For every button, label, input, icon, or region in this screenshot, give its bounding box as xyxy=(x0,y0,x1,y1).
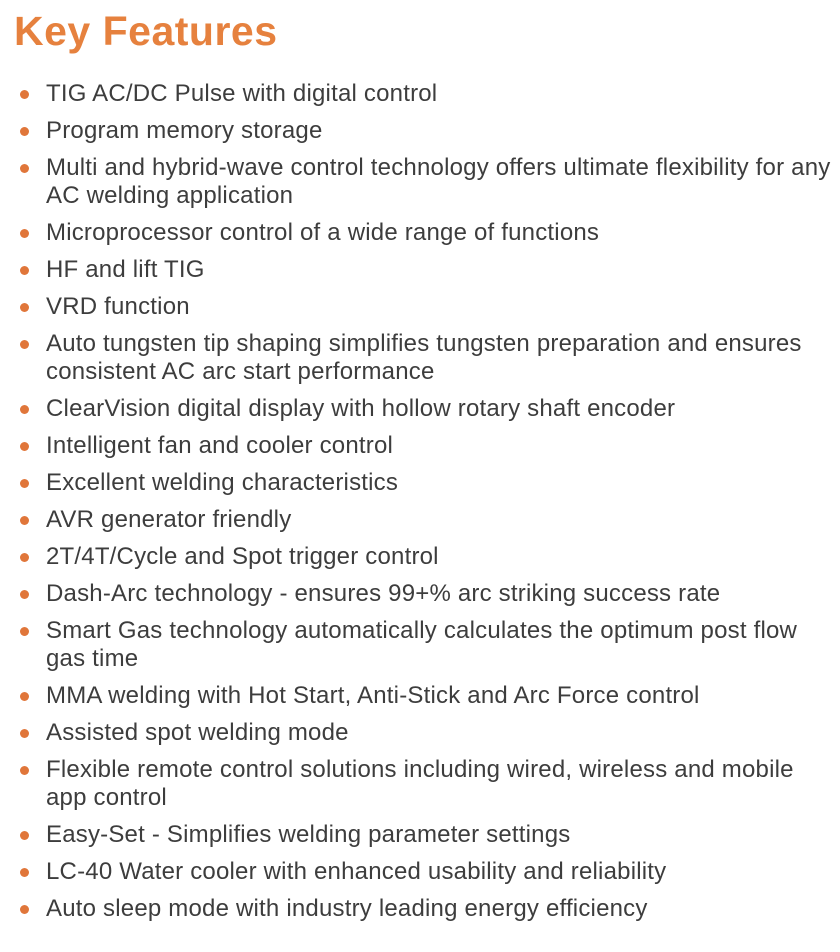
feature-text: Easy-Set - Simplifies welding parameter settings xyxy=(46,821,571,849)
bullet-icon xyxy=(20,590,29,599)
feature-text: Intelligent fan and cooler control xyxy=(46,432,394,460)
feature-text: 2T/4T/Cycle and Spot trigger control xyxy=(46,543,439,571)
feature-text: ClearVision digital display with hollow rotary shaft encoder xyxy=(46,395,676,423)
list-item xyxy=(14,219,840,247)
bullet-icon xyxy=(20,831,29,840)
bullet-icon xyxy=(20,303,29,312)
list-item xyxy=(14,682,840,710)
list-item xyxy=(14,506,840,534)
feature-text: AVR generator friendly xyxy=(46,506,292,534)
list-item xyxy=(14,543,840,571)
feature-text: Program memory storage xyxy=(46,117,323,145)
feature-list xyxy=(14,80,840,923)
feature-text: HF and lift TIG xyxy=(46,256,205,284)
feature-text: LC-40 Water cooler with enhanced usability and reliability xyxy=(46,858,667,886)
feature-text: Assisted spot welding mode xyxy=(46,719,349,747)
list-item xyxy=(14,580,840,608)
list-item xyxy=(14,469,840,497)
list-item xyxy=(14,756,840,812)
feature-text: VRD function xyxy=(46,293,190,321)
bullet-icon xyxy=(20,729,29,738)
bullet-icon xyxy=(20,127,29,136)
feature-text: Smart Gas technology automatically calculates the optimum post flow gas time xyxy=(46,617,798,673)
bullet-icon xyxy=(20,692,29,701)
list-item xyxy=(14,617,840,673)
feature-text: Dash-Arc technology - ensures 99+% arc striking success rate xyxy=(46,580,721,608)
list-item xyxy=(14,330,840,386)
feature-text: Flexible remote control solutions including wired, wireless and mobile app control xyxy=(46,756,794,812)
list-item xyxy=(14,895,840,923)
feature-text: Excellent welding characteristics xyxy=(46,469,399,497)
list-item xyxy=(14,821,840,849)
list-item xyxy=(14,858,840,886)
bullet-icon xyxy=(20,553,29,562)
feature-text: Auto sleep mode with industry leading energy efficiency xyxy=(46,895,648,923)
bullet-icon xyxy=(20,340,29,349)
feature-text: MMA welding with Hot Start, Anti-Stick and Arc Force control xyxy=(46,682,700,710)
feature-text: Multi and hybrid-wave control technology offers ultimate flexibility for any AC welding application xyxy=(46,154,831,210)
list-item xyxy=(14,395,840,423)
list-item xyxy=(14,154,840,210)
bullet-icon xyxy=(20,405,29,414)
page-title: Key Features xyxy=(14,8,278,54)
list-item xyxy=(14,256,840,284)
list-item xyxy=(14,293,840,321)
bullet-icon xyxy=(20,229,29,238)
list-item xyxy=(14,80,840,108)
bullet-icon xyxy=(20,164,29,173)
feature-text: Auto tungsten tip shaping simplifies tungsten preparation and ensures consistent AC arc start performance xyxy=(46,330,802,386)
bullet-icon xyxy=(20,479,29,488)
feature-text: Microprocessor control of a wide range of functions xyxy=(46,219,600,247)
bullet-icon xyxy=(20,442,29,451)
bullet-icon xyxy=(20,266,29,275)
bullet-icon xyxy=(20,516,29,525)
list-item xyxy=(14,117,840,145)
bullet-icon xyxy=(20,905,29,914)
feature-text: TIG AC/DC Pulse with digital control xyxy=(46,80,438,108)
list-item xyxy=(14,719,840,747)
bullet-icon xyxy=(20,90,29,99)
bullet-icon xyxy=(20,766,29,775)
list-item xyxy=(14,432,840,460)
bullet-icon xyxy=(20,868,29,877)
bullet-icon xyxy=(20,627,29,636)
